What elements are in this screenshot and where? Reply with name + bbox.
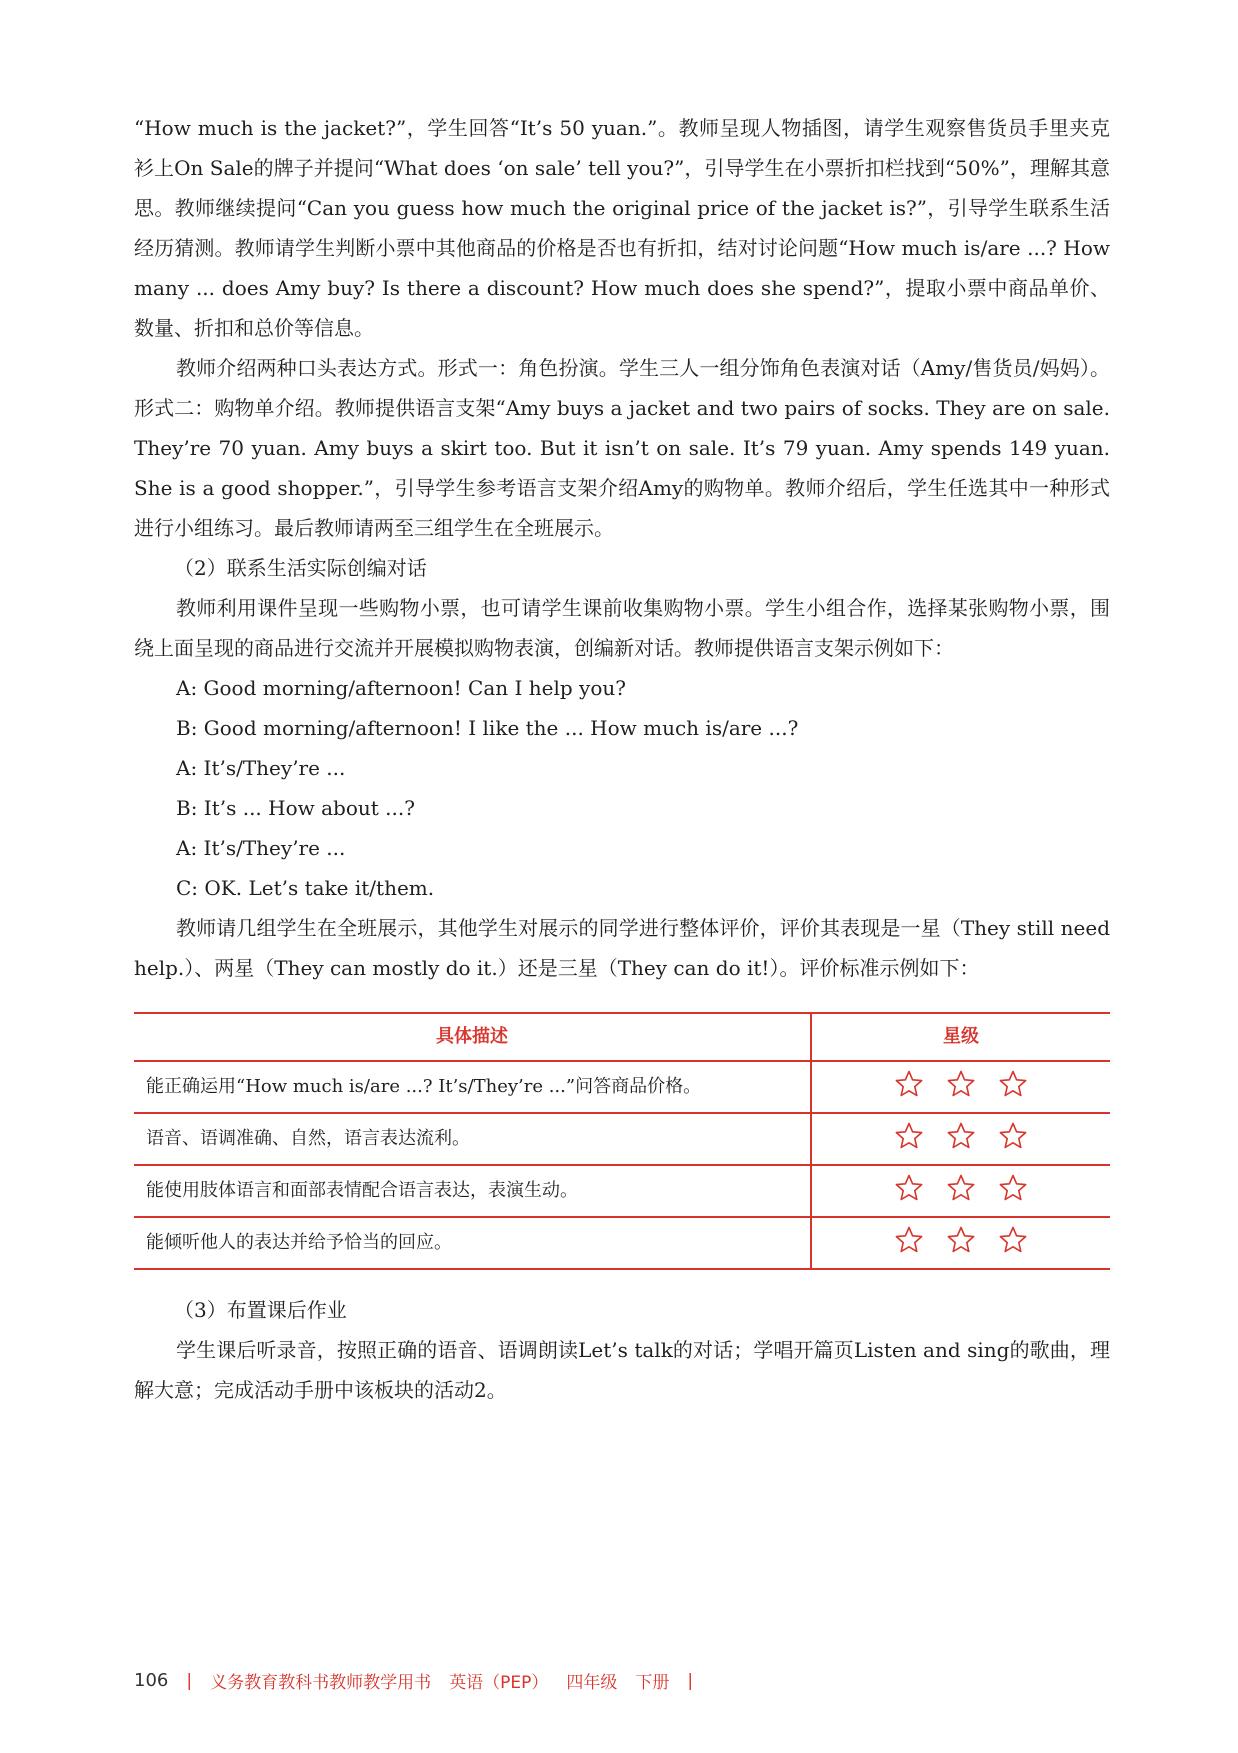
star-rating[interactable] [894, 1225, 1028, 1255]
paragraph-2: 教师介绍两种口头表达方式。形式一：角色扮演。学生三人一组分饰角色表演对话（Amy/售货员/妈妈）。形式二：购物单介绍。教师提供语言支架“Amy buys a jacket and two pairs of socks. They are on sale. They’re 70 yuan. Amy buys a skirt too. But it isn’t on sale. It’s 79 yuan. Amy spends 149 yuan. She is a good shopper.”，引导学生参考语言支架介绍Amy的购物单。教师介绍后，学生任选其中一种形式进行小组练习。最后教师请两至三组学生在全班展示。 [134, 356, 1110, 540]
star-icon[interactable] [894, 1173, 924, 1203]
rubric-row [134, 1165, 1110, 1217]
rubric-stars [811, 1217, 1110, 1269]
rubric-header-stars: 星级 [811, 1013, 1110, 1061]
rubric-row [134, 1061, 1110, 1113]
volume-label: 下册 [635, 1673, 670, 1693]
dialog-example [134, 668, 1110, 908]
rubric-header-description: 具体描述 [134, 1013, 811, 1061]
dialog-line: A: It’s/They’re ... [176, 836, 346, 860]
star-rating[interactable] [894, 1121, 1028, 1151]
star-icon[interactable] [946, 1121, 976, 1151]
footer-divider: | [687, 1670, 694, 1691]
rubric-row [134, 1217, 1110, 1269]
evaluation-text: 教师请几组学生在全班展示，其他学生对展示的同学进行整体评价，评价其表现是一星（They still need help.）、两星（They can mostly do it.）还是三星（They can do it!）。评价标准示例如下： [134, 916, 1110, 980]
star-icon[interactable] [894, 1225, 924, 1255]
book-title: 义务教育教科书教师教学用书 [210, 1673, 432, 1693]
star-icon[interactable] [998, 1069, 1028, 1099]
star-rating[interactable] [894, 1069, 1028, 1099]
grade-label: 四年级 [566, 1673, 618, 1693]
star-icon[interactable] [946, 1069, 976, 1099]
star-icon[interactable] [998, 1121, 1028, 1151]
star-icon[interactable] [998, 1225, 1028, 1255]
paragraph-1: “How much is the jacket?”，学生回答“It’s 50 yuan.”。教师呈现人物插图，请学生观察售货员手里夹克衫上On Sale的牌子并提问“What does ‘on sale’ tell you?”，引导学生在小票折扣栏找到“50%”，理解其意思。教师继续提问“Can you guess how much the original price of the jacket is?”，引导学生联系生活经历猜测。教师请学生判断小票中其他商品的价格是否也有折扣，结对讨论问题“How much is/are ...? How many ... does Amy buy? Is there a discount? How much does she spend?”，提取小票中商品单价、数量、折扣和总价等信息。 [134, 116, 1110, 340]
rubric-stars [811, 1165, 1110, 1217]
section2-intro: 教师利用课件呈现一些购物小票，也可请学生课前收集购物小票。学生小组合作，选择某张购物小票，围绕上面呈现的商品进行交流并开展模拟购物表演，创编新对话。教师提供语言支架示例如下： [134, 596, 1110, 660]
subject-label: 英语（PEP） [449, 1673, 549, 1693]
rubric-table [134, 1012, 1110, 1270]
footer-divider: | [186, 1670, 193, 1691]
rubric-description: 能正确运用“How much is/are ...? It’s/They’re ...”问答商品价格。 [134, 1061, 811, 1113]
star-icon[interactable] [946, 1173, 976, 1203]
star-icon[interactable] [998, 1173, 1028, 1203]
section3-heading: （3）布置课后作业 [174, 1298, 347, 1322]
dialog-line: A: Good morning/afternoon! Can I help you? [176, 676, 626, 700]
star-icon[interactable] [894, 1069, 924, 1099]
star-icon[interactable] [946, 1225, 976, 1255]
rubric-header-row [134, 1013, 1110, 1061]
star-icon[interactable] [894, 1121, 924, 1151]
dialog-line: B: Good morning/afternoon! I like the ... How much is/are ...? [176, 716, 799, 740]
section2-heading: （2）联系生活实际创编对话 [174, 556, 427, 580]
rubric-stars [811, 1061, 1110, 1113]
page-number: 106 [134, 1670, 169, 1691]
rubric-description: 能使用肢体语言和面部表情配合语言表达，表演生动。 [134, 1165, 811, 1217]
dialog-line: B: It’s ... How about ...? [176, 796, 415, 820]
rubric-stars [811, 1113, 1110, 1165]
rubric-row [134, 1113, 1110, 1165]
rubric-description: 能倾听他人的表达并给予恰当的回应。 [134, 1217, 811, 1269]
main-content [134, 108, 1110, 1410]
section3-body: 学生课后听录音，按照正确的语音、语调朗读Let’s talk的对话；学唱开篇页Listen and sing的歌曲，理解大意；完成活动手册中该板块的活动2。 [134, 1338, 1110, 1402]
rubric-description: 语音、语调准确、自然，语言表达流利。 [134, 1113, 811, 1165]
star-rating[interactable] [894, 1173, 1028, 1203]
dialog-line: C: OK. Let’s take it/them. [176, 876, 435, 900]
page-footer [134, 1668, 693, 1693]
dialog-line: A: It’s/They’re ... [176, 756, 346, 780]
